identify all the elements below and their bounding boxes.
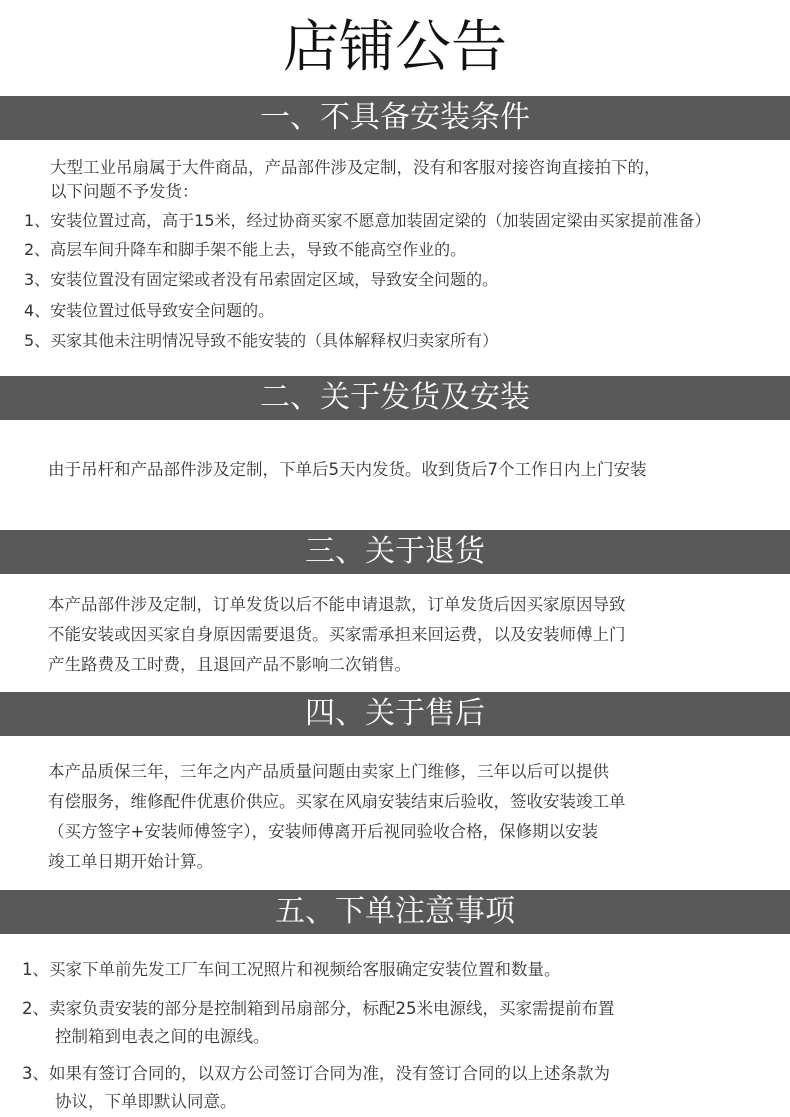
section-1-intro-line-1: 大型工业吊扇属于大件商品，产品部件涉及定制，没有和客服对接咨询直接拍下的， bbox=[50, 158, 661, 177]
section-heading-2: 二、关于发货及安装 bbox=[0, 376, 790, 420]
section-1-item-3: 3、安装位置没有固定梁或者没有吊索固定区域，导致安全问题的。 bbox=[24, 270, 499, 289]
section-5-item-3-line-2: 协议，下单即默认同意。 bbox=[55, 1092, 237, 1111]
section-5-item-3 bbox=[22, 1061, 610, 1087]
section-5-item-2-text: 卖家负责安装的部分是控制箱到吊扇部分，标配25米电源线，买家需提前布置 bbox=[49, 999, 615, 1018]
section-5-item-2 bbox=[22, 996, 615, 1022]
section-1-item-2: 2、高层车间升降车和脚手架不能上去，导致不能高空作业的。 bbox=[24, 240, 467, 259]
section-4-line-3: （买方签字+安装师傅签字），安装师傅离开后视同验收合格，保修期以安装 bbox=[48, 822, 599, 841]
section-heading-4: 四、关于售后 bbox=[0, 692, 790, 736]
section-heading-3: 三、关于退货 bbox=[0, 530, 790, 574]
section-3-line-3: 产生路费及工时费，且退回产品不影响二次销售。 bbox=[48, 655, 411, 674]
section-5-item-1-text: 买家下单前先发工厂车间工况照片和视频给客服确定安装位置和数量。 bbox=[49, 960, 561, 979]
section-3-line-1: 本产品部件涉及定制，订单发货以后不能申请退款，订单发货后因买家原因导致 bbox=[48, 595, 626, 614]
section-4-line-2: 有偿服务，维修配件优惠价供应。买家在风扇安装结束后验收，签收安装竣工单 bbox=[48, 792, 626, 811]
section-5-item-3-text: 如果有签订合同的，以双方公司签订合同为准，没有签订合同的以上述条款为 bbox=[49, 1064, 610, 1083]
section-1-item-1: 1、安装位置过高，高于15米，经过协商买家不愿意加装固定梁的（加装固定梁由买家提前准备） bbox=[24, 211, 711, 230]
section-5-item-1-number: 1、 bbox=[22, 960, 49, 979]
section-4-line-1: 本产品质保三年，三年之内产品质量问题由卖家上门维修，三年以后可以提供 bbox=[48, 762, 609, 781]
section-heading-1: 一、不具备安装条件 bbox=[0, 96, 790, 140]
section-1-item-5: 5、买家其他未注明情况导致不能安装的（具体解释权归卖家所有） bbox=[24, 331, 499, 350]
section-5-item-3-number: 3、 bbox=[22, 1064, 49, 1083]
section-5-item-2-line-2: 控制箱到电表之间的电源线。 bbox=[55, 1027, 270, 1046]
section-5-item-1 bbox=[22, 957, 561, 983]
section-4-line-4: 竣工单日期开始计算。 bbox=[48, 852, 213, 871]
section-1-intro-line-2: 以下问题不予发货： bbox=[50, 182, 199, 201]
page-title: 店铺公告 bbox=[283, 15, 507, 80]
section-3-line-2: 不能安装或因买家自身原因需要退货。买家需承担来回运费，以及安装师傅上门 bbox=[48, 625, 626, 644]
section-2-line-1: 由于吊杆和产品部件涉及定制，下单后5天内发货。收到货后7个工作日内上门安装 bbox=[48, 460, 647, 479]
section-heading-5: 五、下单注意事项 bbox=[0, 890, 790, 934]
section-5-item-2-number: 2、 bbox=[22, 999, 49, 1018]
section-1-item-4: 4、安装位置过低导致安全问题的。 bbox=[24, 301, 275, 320]
